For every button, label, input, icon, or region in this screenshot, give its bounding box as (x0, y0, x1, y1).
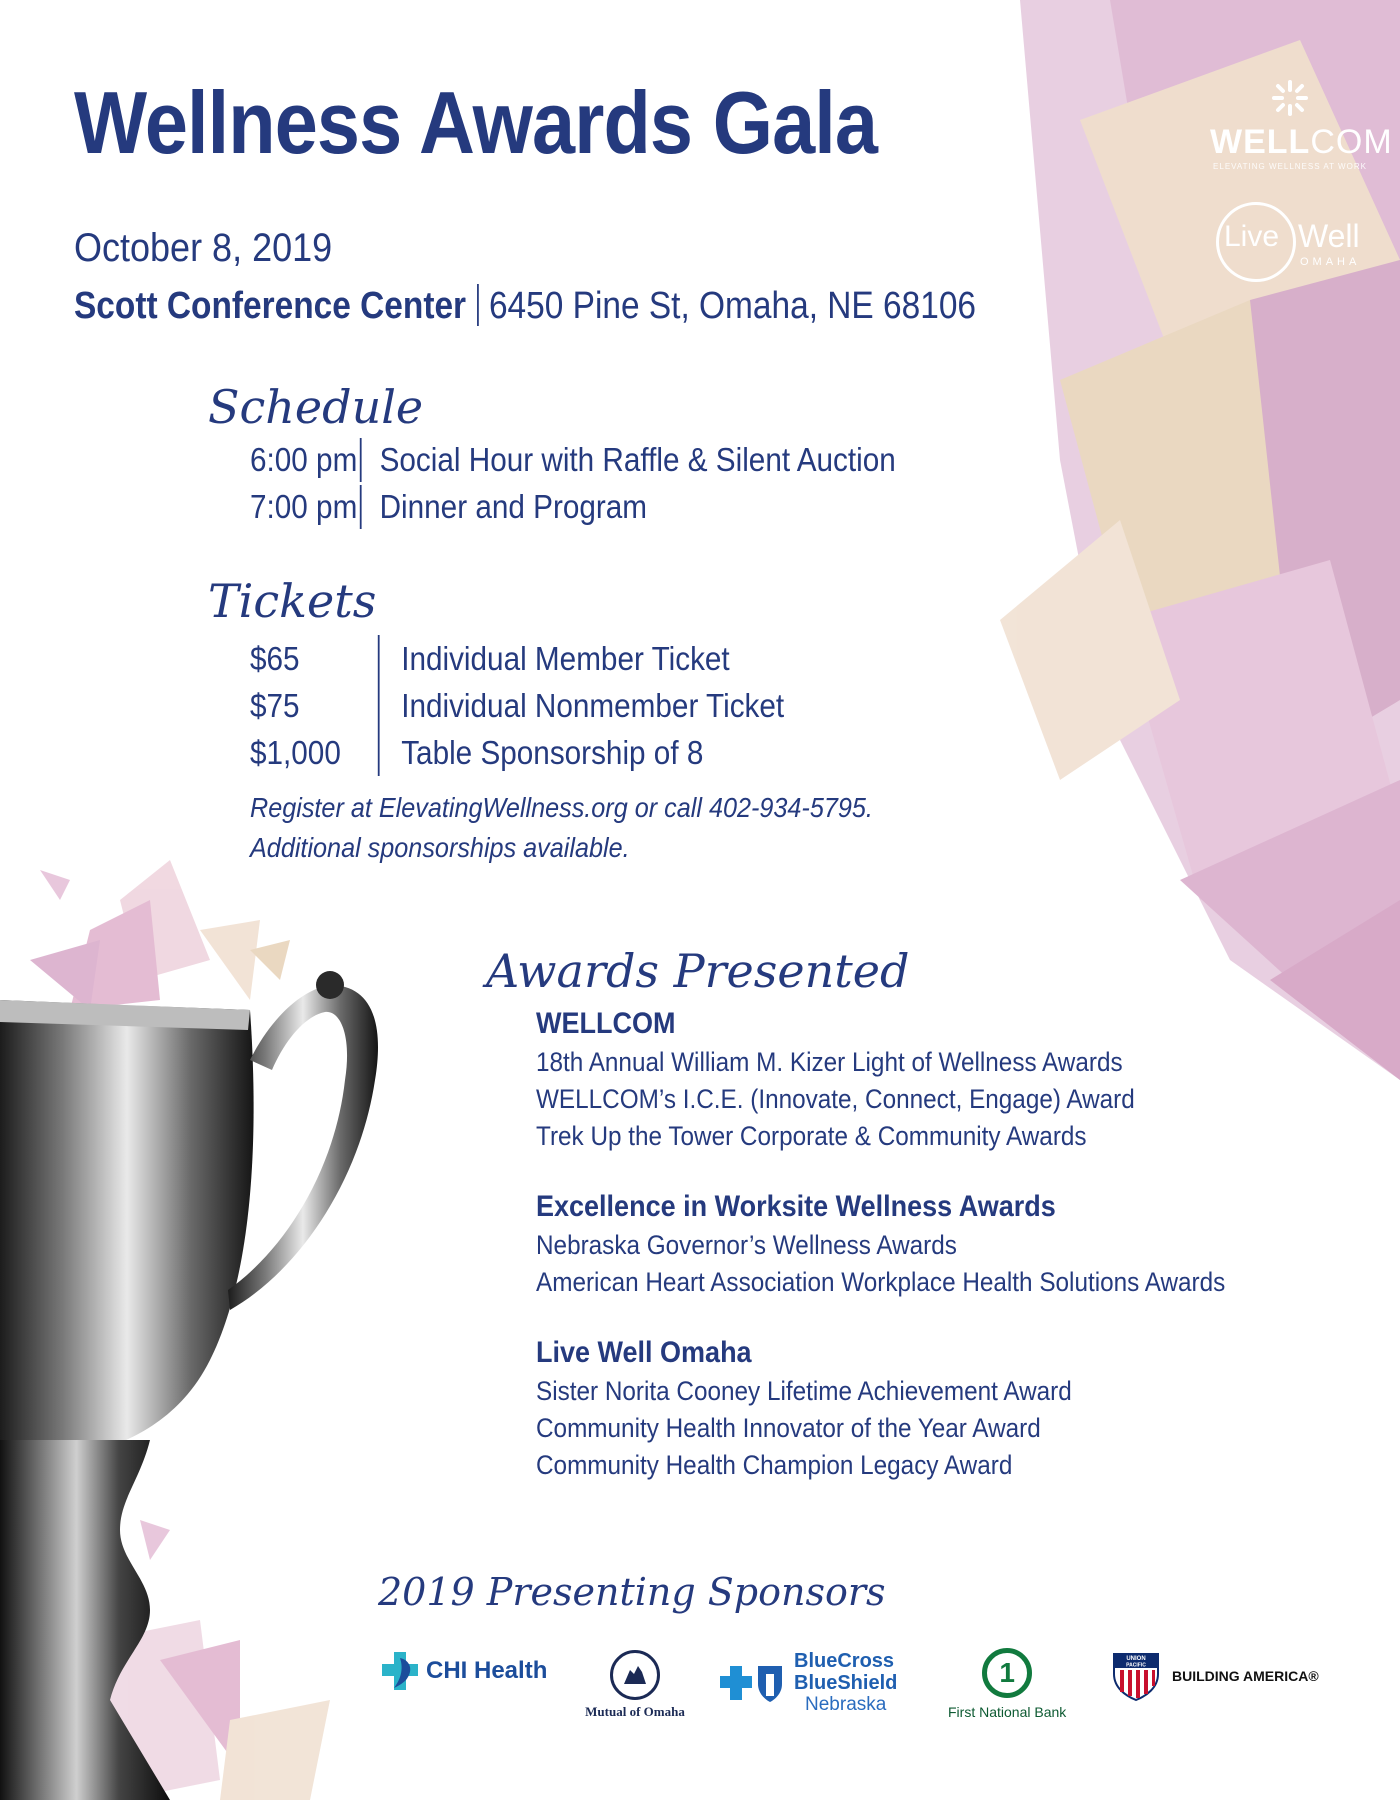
fnb-one-icon: 1 (982, 1648, 1032, 1698)
wellcom-logo-light: COM (1310, 123, 1393, 161)
ticket-label: Table Sponsorship of 8 (401, 733, 704, 771)
ticket-price: $65 (250, 639, 300, 677)
venue-name: Scott Conference Center (74, 285, 467, 327)
register-info (250, 788, 873, 868)
livewell-live: Live (1224, 220, 1280, 253)
ticket-price: $75 (250, 686, 300, 724)
divider (360, 485, 362, 529)
sponsor-union-pacific (1112, 1650, 1319, 1702)
bcbs-state: Nebraska (805, 1694, 887, 1715)
union-pacific-shield-icon (1112, 1650, 1160, 1702)
schedule-heading: Schedule (208, 380, 424, 434)
awards-heading: Awards Presented (486, 944, 910, 998)
divider (360, 438, 362, 482)
bcbs-line1: BlueCross (794, 1650, 895, 1672)
divider (378, 635, 380, 682)
livewell-omaha-logo (1216, 200, 1376, 280)
award-item: WELLCOM’s I.C.E. (Innovate, Connect, Engage) Award (536, 1084, 1135, 1114)
sponsor-bcbs-nebraska (720, 1650, 897, 1716)
schedule-event: Social Hour with Raffle & Silent Auction (379, 440, 896, 478)
award-item: Sister Norita Cooney Lifetime Achievement Award (536, 1376, 1072, 1406)
award-item: Community Health Champion Legacy Award (536, 1450, 1013, 1480)
award-item: Nebraska Governor’s Wellness Awards (536, 1230, 957, 1260)
register-line: Register at ElevatingWellness.org or call 402-934-5795. (250, 792, 873, 823)
sponsor-first-national-bank (948, 1648, 1066, 1720)
livewell-well: Well (1298, 218, 1360, 254)
award-group-title: WELLCOM (536, 1007, 676, 1040)
spacer (536, 1155, 1225, 1187)
schedule-time: 6:00 pm (250, 440, 358, 478)
ticket-label: Individual Nonmember Ticket (401, 686, 785, 724)
ticket-price: $1,000 (250, 733, 341, 771)
schedule-time: 7:00 pm (250, 487, 358, 525)
sponsor-mutual-of-omaha (580, 1650, 690, 1720)
schedule-row (250, 483, 896, 530)
award-group-title: Live Well Omaha (536, 1336, 752, 1369)
event-date: October 8, 2019 (74, 226, 333, 270)
sponsors-heading: 2019 Presenting Sponsors (378, 1570, 886, 1614)
venue-address: 6450 Pine St, Omaha, NE 68106 (488, 285, 977, 327)
mutual-emblem-icon (610, 1650, 660, 1700)
burst-icon (1270, 78, 1310, 118)
tickets-list (250, 635, 784, 776)
award-group-title: Excellence in Worksite Wellness Awards (536, 1190, 1056, 1223)
award-item: American Heart Association Workplace Health Solutions Awards (536, 1267, 1226, 1297)
up-badge-top: UNION (1126, 1656, 1146, 1662)
ticket-row (250, 635, 784, 682)
awards-list (536, 1004, 1225, 1484)
up-badge-bottom: PACIFIC (1126, 1662, 1146, 1669)
sponsor-chi-health (380, 1650, 547, 1692)
venue-divider (477, 284, 479, 326)
award-item: Trek Up the Tower Corporate & Community Awards (536, 1121, 1087, 1151)
award-item: 18th Annual William M. Kizer Light of Wellness Awards (536, 1047, 1123, 1077)
bcbs-line2: BlueShield (794, 1672, 898, 1694)
divider (378, 729, 380, 776)
ticket-row (250, 729, 784, 776)
additional-sponsorships-line: Additional sponsorships available. (250, 832, 630, 863)
fnb-label: First National Bank (948, 1704, 1067, 1720)
award-item: Community Health Innovator of the Year Award (536, 1413, 1041, 1443)
chi-health-label: CHI Health (426, 1657, 548, 1684)
chi-cross-icon (380, 1650, 420, 1692)
page-title: Wellness Awards Gala (74, 73, 878, 172)
bcbs-cross-shield-icon (720, 1662, 786, 1704)
mutual-label: Mutual of Omaha (585, 1704, 685, 1719)
tickets-heading: Tickets (208, 574, 377, 628)
schedule-row (250, 436, 896, 483)
divider (378, 682, 380, 729)
livewell-city: OMAHA (1300, 256, 1361, 268)
union-pacific-slogan: BUILDING AMERICA® (1172, 1668, 1319, 1684)
schedule-event: Dinner and Program (379, 487, 648, 525)
ticket-row (250, 682, 784, 729)
wellcom-logo (1210, 78, 1393, 171)
schedule-list (250, 436, 896, 530)
event-venue (74, 284, 976, 328)
wellcom-tagline: ELEVATING WELLNESS AT WORK (1213, 162, 1367, 171)
wellcom-logo-bold: WELL (1210, 123, 1311, 161)
spacer (536, 1301, 1225, 1333)
ticket-label: Individual Member Ticket (401, 639, 730, 677)
